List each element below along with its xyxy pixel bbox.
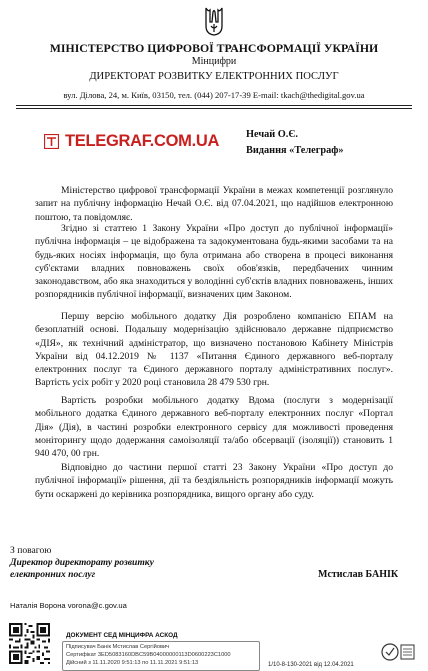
header-divider	[16, 105, 412, 106]
coat-of-arms-icon	[204, 6, 224, 36]
ministry-address: вул. Ділова, 24, м. Київ, 03150, тел. (044) 207-17-39 E-mail: tkach@thedigital.gov.ua	[63, 90, 365, 100]
qr-code	[9, 623, 50, 664]
footer-validity: Дійсний з 11.11.2020 9:51:13 по 11.11.2021 9:51:13	[66, 660, 199, 666]
footer-document-title: ДОКУМЕНТ СЕД МІНЦИФРА АСКОД	[66, 632, 178, 639]
letter-paragraph: Міністерство цифрової трансформації України в межах компетенції розглянуло запит на публічну інформацію Нечай О.Є. від 07.04.2021, що надійшов електронною поштою, та повідомляє.	[35, 185, 393, 223]
ministry-title: МІНІСТЕРСТВО ЦИФРОВОЇ ТРАНСФОРМАЦІЇ УКРАЇНИ	[49, 41, 379, 55]
telegraf-logo-text: TELEGRAF.COM.UA	[65, 132, 220, 150]
letter-paragraph: Вартість розробки мобільного додатку Вдома (послуги з модернізації мобільного додатка Єдиного державного веб-порталу електронних послуг «Портал Дія» (Дія), в частині розробки електронного сервісу для можливості проведення моніторингу щодо додержання самоізоляції та/або обсервації (ізоляції)) становить 1 940 470, 00 грн.	[35, 395, 393, 460]
letter-paragraph: Згідно зі статтею 1 Закону України «Про доступ до публічної інформації» публічна інформація – це відображена та задокументована будь-якими засобами та на будь-яких носіях інформація, що була отримана або створена в процесі виконання суб'єктами владних повноважень своїх обов'язків, передбачених чинним законодавством, або яка знаходиться у володінні суб'єктів владних повноважень, інших розпорядників публічної інформації, визначених цим Законом.	[35, 223, 393, 301]
directorate-title: ДИРЕКТОРАТ РОЗВИТКУ ЕЛЕКТРОННИХ ПОСЛУГ	[89, 71, 339, 82]
telegraf-logo-icon	[44, 134, 59, 149]
addressee-publication: Видання «Телеграф»	[246, 145, 344, 156]
addressee-name: Нечай О.Є.	[246, 129, 298, 140]
letter-paragraph: Відповідно до частини першої статті 23 Закону України «Про доступ до публічної інформації» рішення, дії та бездіяльність розпорядників інформації можуть бути оскаржені до керівника розпорядника, вищого органу або суду.	[35, 462, 393, 500]
registration-number: 1/10-8-130-2021 від 12.04.2021	[268, 662, 354, 668]
telegraf-logo	[44, 131, 228, 153]
dstu-mark-icon	[380, 639, 416, 666]
letter-paragraph: Першу версію мобільного додатку Дія розроблено компанією ЕПАМ на безоплатній основі. Подальшу модернізацію здійснювало державне підприємство «ДІЯ», як технічний адміністратор, що визначено постановою Кабінету Міністрів України від 04.12.2019 № 1137 «Питання Єдиного державного веб-порталу електронних послуг та Єдиного державного порталу адміністративних послуг». Вартість усіх робіт у 2020 році становила 28 479 530 грн.	[35, 311, 393, 389]
ministry-short-name: Мінцифри	[191, 56, 237, 67]
header-divider-thin	[16, 108, 412, 109]
signer-position-cont: електронних послуг	[10, 569, 96, 580]
signer-name: Мстислав БАНІК	[318, 569, 399, 580]
footer-certificate: Сертифікат 3ED5083160DBC59B04000000113D0600223C1000	[66, 652, 231, 658]
footer-signed-by: Підписувач Банік Мстислав Сергійович	[66, 644, 170, 650]
signer-position: Директор директорату розвитку	[10, 557, 154, 568]
contact-person: Наталія Ворона vorona@c.gov.ua	[10, 601, 127, 610]
closing-phrase: З повагою	[10, 545, 52, 556]
